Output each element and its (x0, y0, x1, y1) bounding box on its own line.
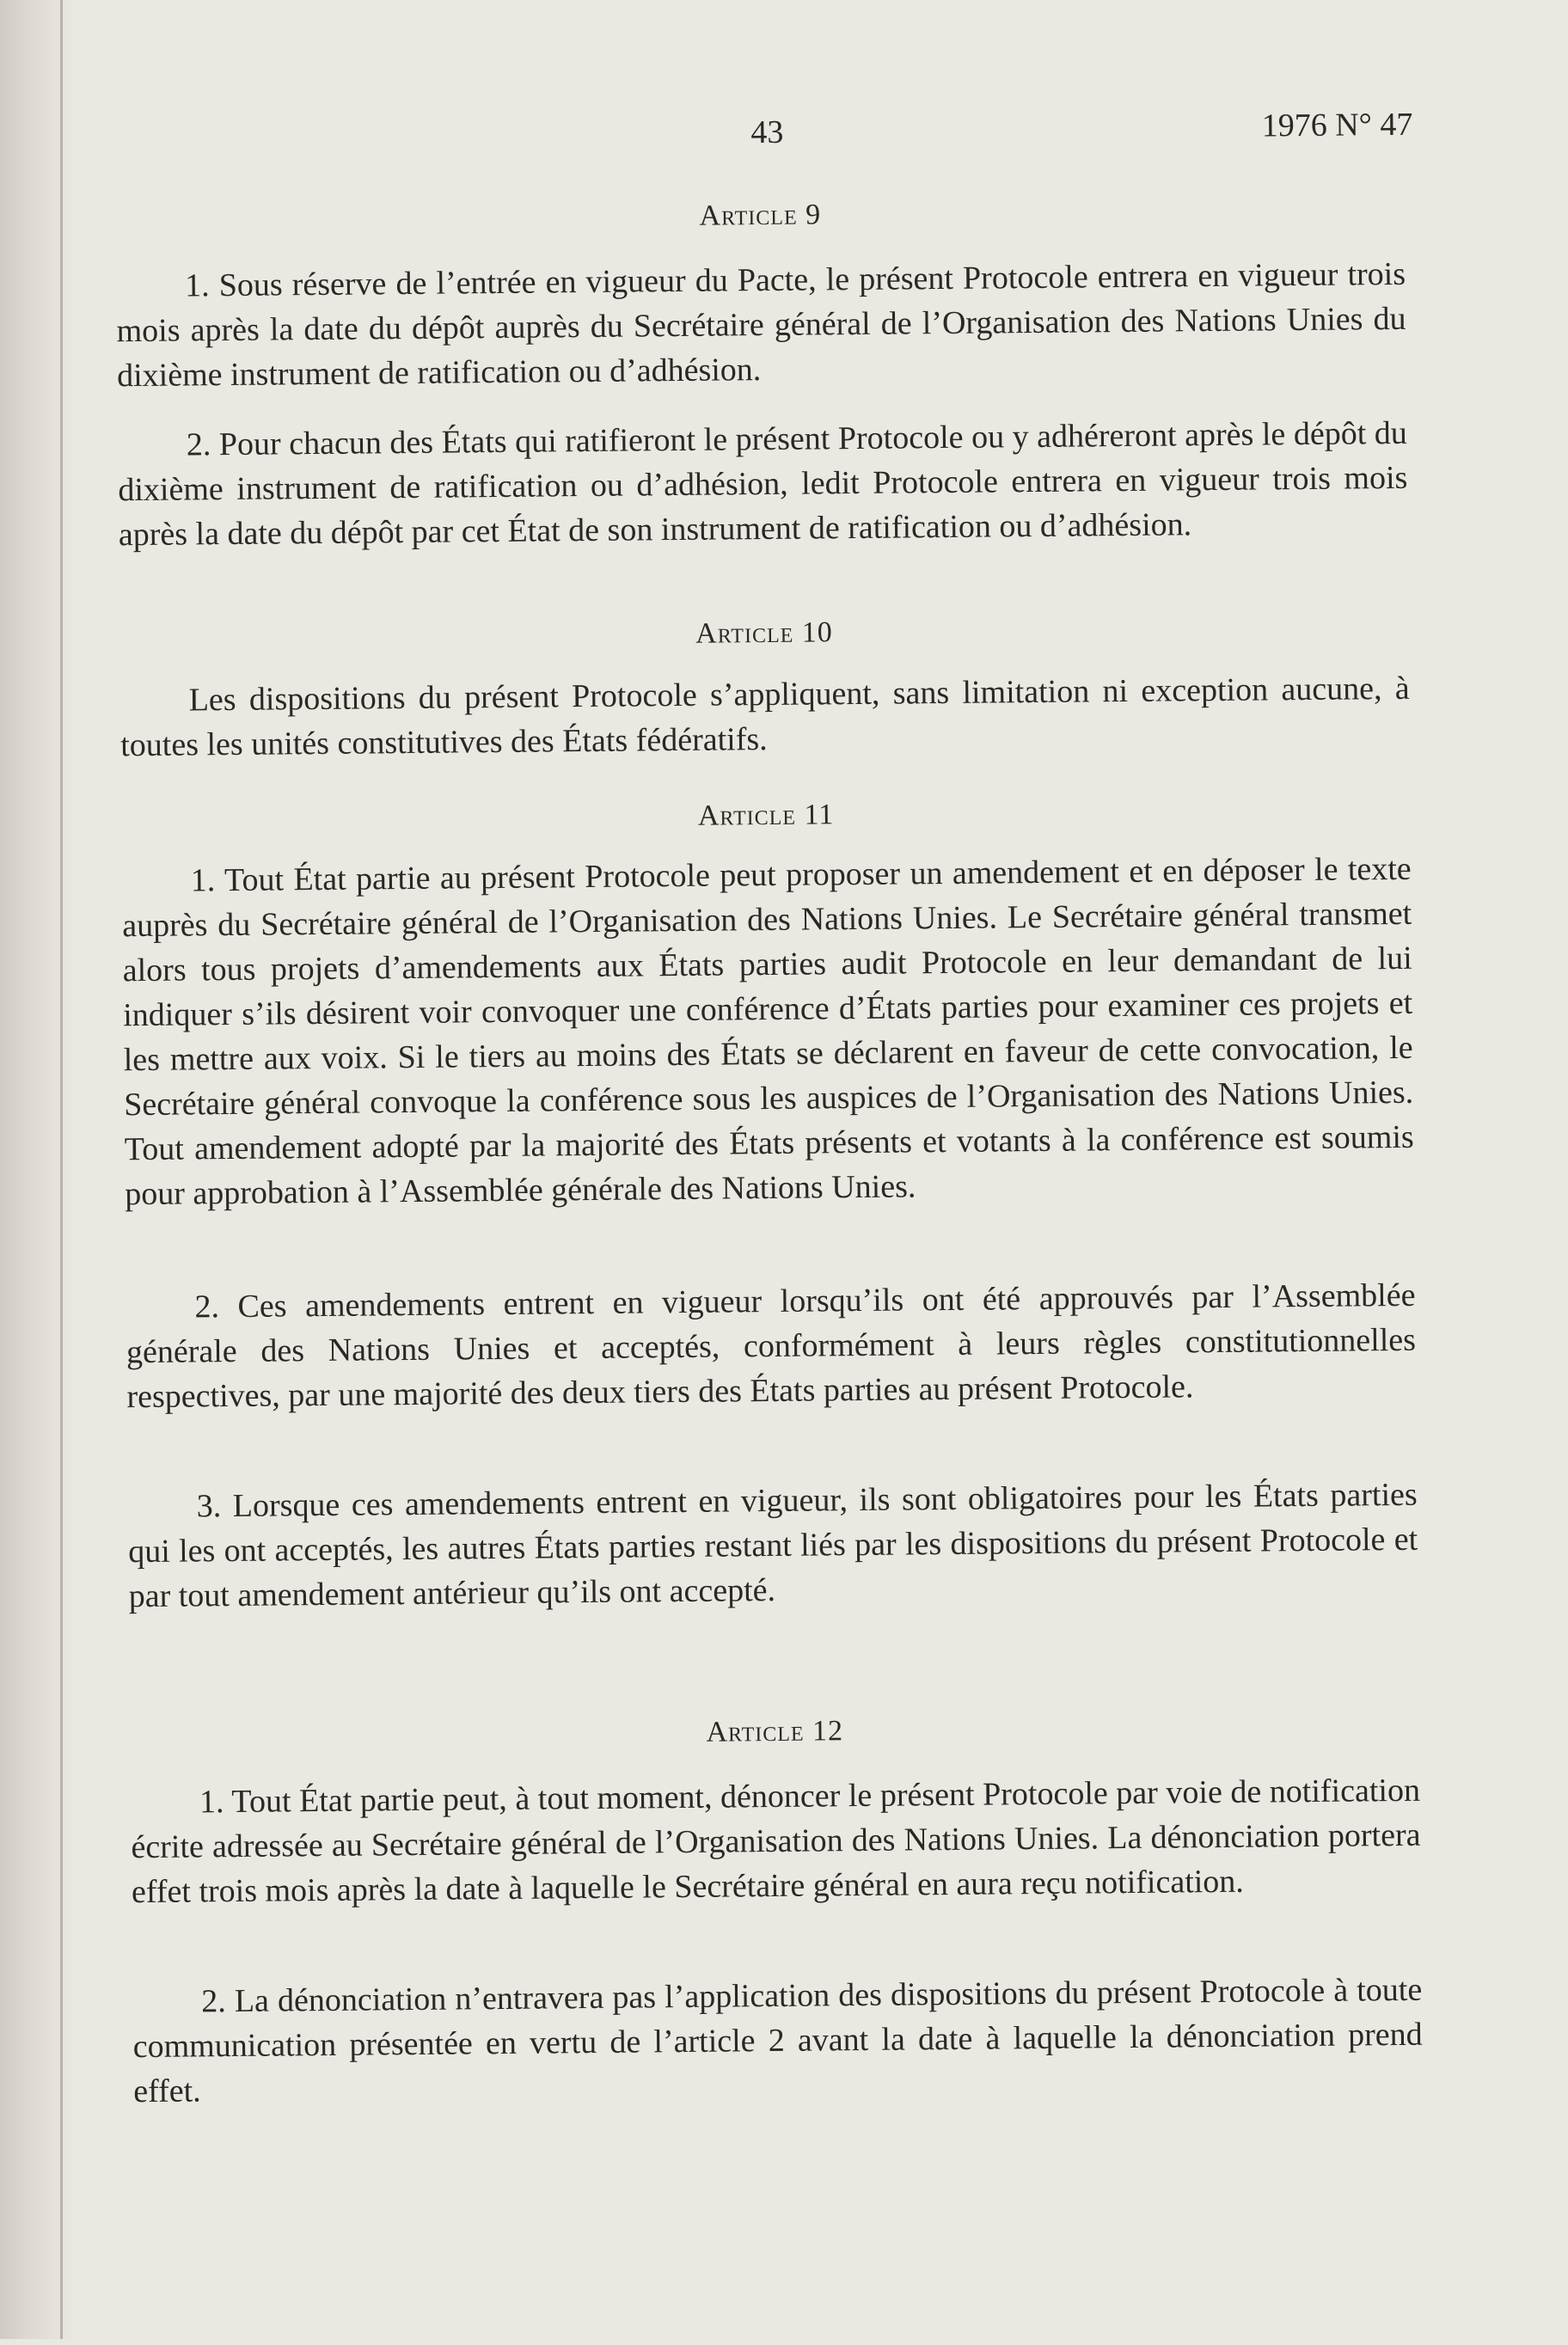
article-12-paragraph-1: 1. Tout État partie peut, à tout moment, dénoncer le présent Protocole par voie de notification écrite adressée au Secrétaire général de l’Organisation des Nations Unies. La dénonciation portera effet trois mois après la date à laquelle le Secrétaire général en aura reçu notification. (131, 1772, 1421, 1911)
article-11-paragraph-3: 3. Lorsque ces amendements entrent en vigueur, ils sont obligatoires pour les États parties qui les ont acceptés, les autres États parties restant liés par les dispositions du présent Protocole et par tout amendement antérieur qu’ils ont accepté. (128, 1476, 1418, 1615)
article-10-paragraph-1: Les dispositions du présent Protocole s’appliquent, sans limitation ni exception aucune, à toutes les unités constitutives des États fédératifs. (120, 670, 1410, 764)
article-9-paragraph-2: 2. Pour chacun des États qui ratifieront le présent Protocole ou y adhéreront après le dépôt du dixième instrument de ratification ou d’adhésion, ledit Protocole entrera en vigueur trois mois après la date du dépôt par cet État de son instrument de ratification ou d’adhésion. (118, 414, 1408, 554)
article-9-paragraph-1: 1. Sous réserve de l’entrée en vigueur du Pacte, le présent Protocole entrera en vigueur trois mois après la date du dépôt auprès du Secrétaire général de l’Organisation des Nations Unies du dixième instrument de ratification ou d’adhésion. (116, 255, 1406, 395)
article-11-paragraph-2: 2. Ces amendements entrent en vigueur lorsqu’ils ont été approuvés par l’Assemblée générale des Nations Unies et acceptés, conformément à leurs règles constitutionnelles respectives, par une majorité des deux tiers des États parties au présent Protocole. (126, 1277, 1417, 1416)
document-reference: 1976 N° 47 (1261, 106, 1413, 144)
article-12-heading: Article 12 (706, 1715, 844, 1748)
page-content (113, 0, 1425, 2345)
article-11-heading: Article 11 (697, 799, 835, 832)
binding-edge (60, 0, 63, 2339)
page-number: 43 (750, 113, 784, 151)
article-11-paragraph-1: 1. Tout État partie au présent Protocole peut proposer un amendement et en déposer le texte auprès du Secrétaire général de l’Organisation des Nations Unies. Le Secrétaire général transmet alors tous projets d’amendements aux États parties audit Protocole en leur demandant de lui indiquer s’ils désirent voir convoquer une conférence d’États parties pour examiner ces projets et les mettre aux voix. Si le tiers au moins des États se déclarent en faveur de cette convocation, le Secrétaire général convoque la conférence sous les auspices de l’Organisation des Nations Unies. Tout amendement adopté par la majorité des États présents et votants à la conférence est soumis pour approbation à l’Assemblée générale des Nations Unies. (122, 850, 1414, 1213)
page-gutter-shadow (0, 0, 77, 2339)
article-12-paragraph-2: 2. La dénonciation n’entravera pas l’application des dispositions du présent Protocole à toute communication présentée en vertu de l’article 2 avant la date à laquelle la dénonciation prend effet. (132, 1971, 1423, 2110)
article-10-heading: Article 10 (695, 616, 833, 650)
article-9-heading: Article 9 (699, 199, 822, 232)
